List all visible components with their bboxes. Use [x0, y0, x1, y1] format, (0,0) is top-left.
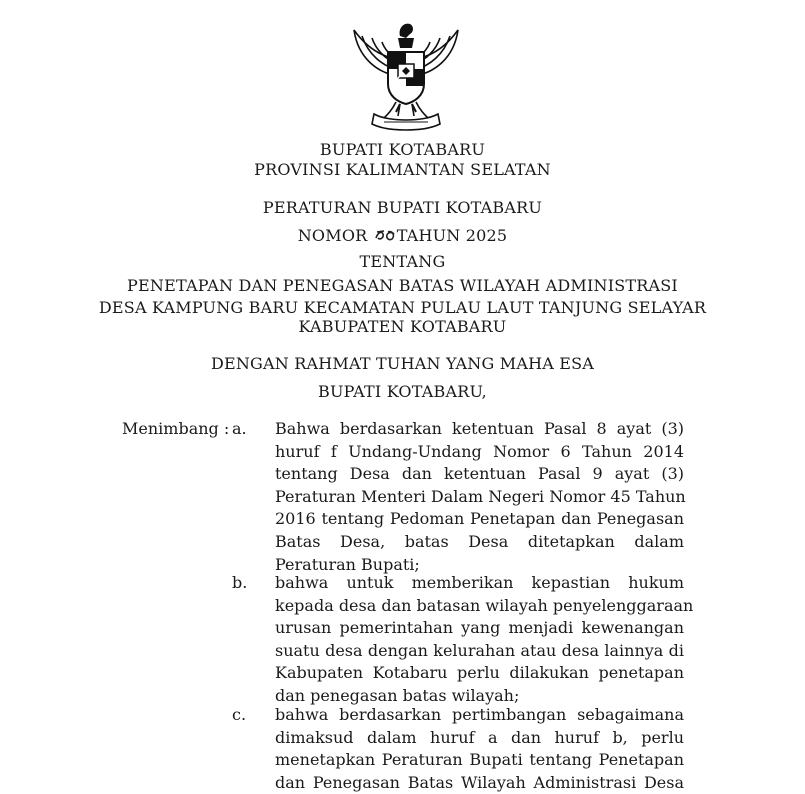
text-line: dan penegasan batas wilayah;	[275, 685, 520, 705]
text-line: Peraturan Menteri Dalam Negeri Nomor 45 Tahun	[275, 486, 686, 506]
garuda-emblem-icon	[348, 14, 464, 132]
text-line: Bahwa berdasarkan ketentuan Pasal 8 ayat (3)	[275, 419, 684, 438]
subject-line: DESA KAMPUNG BARU KECAMATAN PULAU LAUT TANJUNG SELAYAR	[98, 298, 707, 317]
item-marker-c: c.	[232, 705, 247, 724]
consideration-c	[275, 704, 684, 794]
text-line: 2016 tentang Pedoman Penetapan dan Penegasan	[275, 509, 684, 529]
text-line: tentang Desa dan ketentuan Pasal 9 ayat (3)	[275, 464, 684, 484]
text-line: dan Penegasan Batas Wilayah Administrasi Desa	[275, 772, 684, 792]
regulation-title: PERATURAN BUPATI KOTABARU	[262, 198, 543, 217]
text-line: kepada desa dan batasan wilayah penyelenggaraan	[275, 595, 694, 615]
blessing-heading: DENGAN RAHMAT TUHAN YANG MAHA ESA	[210, 354, 595, 373]
item-marker-a: a.	[232, 419, 247, 438]
consideration-b	[275, 572, 694, 708]
consideration-a	[275, 418, 684, 576]
text-line: urusan pemerintahan yang menjadi kewenangan	[275, 618, 684, 638]
item-marker-b: b.	[232, 573, 248, 592]
province-heading: PROVINSI KALIMANTAN SELATAN	[254, 160, 551, 179]
text-line: menetapkan Peraturan Bupati tentang Penetapan	[275, 750, 684, 770]
considering-label: Menimbang :	[122, 419, 230, 438]
subject-line: PENETAPAN DAN PENEGASAN BATAS WILAYAH ADMINISTRASI	[127, 276, 678, 295]
number-suffix: TAHUN 2025	[396, 226, 508, 245]
regulation-number	[0, 225, 805, 247]
office-heading: BUPATI KOTABARU	[319, 140, 486, 159]
text-line: huruf f Undang-Undang Nomor 6 Tahun 2014	[275, 441, 684, 461]
text-line: Batas Desa, batas Desa ditetapkan dalam	[275, 531, 684, 551]
text-line: Kabupaten Kotabaru perlu dilakukan penetapan	[275, 663, 684, 683]
subject-line: KABUPATEN KOTABARU	[298, 317, 507, 336]
handwritten-number	[374, 228, 396, 242]
text-line: Peraturan Bupati;	[275, 554, 420, 574]
text-line: suatu desa dengan kelurahan atau desa lainnya di	[275, 640, 684, 660]
text-line: bahwa untuk memberikan kepastian hukum	[275, 573, 684, 592]
issuer-heading: BUPATI KOTABARU,	[318, 382, 487, 401]
text-line: bahwa berdasarkan pertimbangan sebagaimana	[275, 705, 684, 724]
number-prefix: NOMOR	[297, 226, 368, 245]
text-line: dimaksud dalam huruf a dan huruf b, perlu	[275, 727, 684, 747]
about-heading: TENTANG	[359, 252, 446, 271]
